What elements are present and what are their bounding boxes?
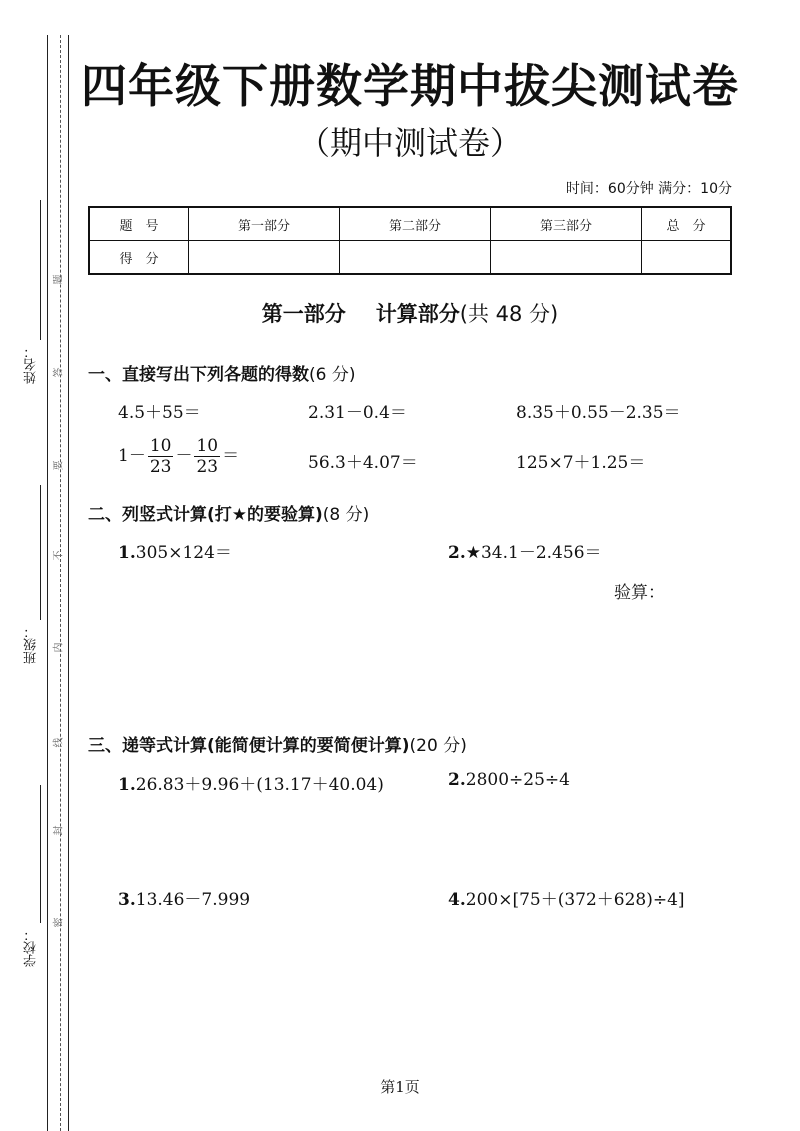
problem-text: 2800÷25÷4 — [465, 770, 570, 790]
part1-label: 第一部分 — [261, 302, 346, 326]
minus-sign: － — [175, 446, 193, 466]
seal-char: 不 — [53, 550, 65, 561]
section2-heading-text: 二、列竖式计算(打★的要验算) — [88, 505, 323, 525]
denominator: 23 — [149, 457, 172, 477]
seal-dashed-line — [60, 35, 61, 1131]
margin-border-line — [47, 35, 48, 1131]
school-blank-line — [40, 785, 41, 923]
section1-heading — [88, 360, 355, 385]
s1-problem: 8.35＋0.55－2.35＝ — [516, 403, 681, 423]
score-entry-cell[interactable] — [340, 241, 491, 275]
problem-number: 1. — [118, 543, 136, 563]
problem-number: 1. — [118, 775, 136, 795]
exam-title: 四年级下册数学期中拔尖测试卷 — [81, 59, 739, 113]
problem-number: 2. — [448, 770, 466, 790]
s2-problem-2 — [448, 538, 602, 563]
section1-points: (6 分) — [309, 365, 356, 385]
s1-problem: 4.5＋55＝ — [118, 403, 201, 423]
s2-problem-1 — [118, 538, 232, 563]
s1-problem: 125×7＋1.25＝ — [516, 453, 646, 473]
problem-text: 13.46－7.999 — [135, 890, 251, 910]
part1-subtitle: 计算部分 — [375, 302, 460, 326]
seal-char: 要 — [53, 460, 65, 471]
check-label: 验算： — [614, 583, 665, 603]
score-table-header-row — [89, 207, 731, 241]
s3-problem-4 — [448, 885, 685, 910]
numerator: 10 — [149, 436, 172, 456]
seal-char: 密 — [53, 917, 65, 928]
part1-title — [88, 298, 732, 328]
problem-number: 4. — [448, 890, 466, 910]
problem-number: 3. — [118, 890, 136, 910]
score-table-score-row — [89, 241, 731, 275]
time-score-info: 时间：60分钟 满分：10分 — [565, 181, 732, 197]
table-cell: 题 号 — [89, 207, 189, 241]
s3-problem-3 — [118, 885, 250, 910]
frac-lead: 1－ — [118, 446, 146, 466]
section3-points: (20 分) — [409, 736, 467, 756]
section3-heading-text: 三、递等式计算(能简便计算的要简便计算) — [88, 736, 410, 756]
table-cell: 总 分 — [642, 207, 732, 241]
s1-problem: 2.31－0.4＝ — [308, 403, 407, 423]
table-cell: 第二部分 — [340, 207, 491, 241]
section3-heading — [88, 731, 467, 756]
problem-text: 26.83＋9.96＋(13.17＋40.04) — [135, 775, 384, 795]
s3-problem-2 — [448, 770, 570, 790]
s1-problem: 56.3＋4.07＝ — [308, 453, 418, 473]
seal-char: 线 — [53, 737, 65, 748]
table-cell: 第三部分 — [491, 207, 642, 241]
problem-text: ★34.1－2.456＝ — [465, 543, 602, 563]
problem-number: 2. — [448, 543, 466, 563]
seal-char: 封 — [53, 825, 65, 836]
score-entry-cell[interactable] — [642, 241, 732, 275]
section1-heading-text: 一、直接写出下列各题的得数 — [88, 365, 309, 385]
fraction — [148, 436, 174, 477]
seal-char: 内 — [53, 642, 65, 653]
score-entry-cell[interactable] — [491, 241, 642, 275]
school-label: 学校： — [24, 928, 39, 967]
fraction — [194, 436, 220, 477]
part1-points: (共 48 分) — [459, 302, 559, 326]
exam-subtitle: （期中测试卷） — [297, 124, 522, 162]
score-entry-cell[interactable] — [189, 241, 340, 275]
equals-sign: ＝ — [222, 446, 240, 466]
seal-char: 答 — [53, 367, 65, 378]
table-cell: 第一部分 — [189, 207, 340, 241]
class-label: 班级： — [24, 625, 39, 664]
table-cell: 得 分 — [89, 241, 189, 275]
margin-inner-line — [68, 35, 69, 1131]
seal-char: 题 — [53, 274, 65, 285]
s3-problem-1 — [118, 770, 384, 795]
denominator: 23 — [196, 457, 219, 477]
name-label: 姓名： — [24, 345, 39, 384]
name-blank-line — [40, 200, 41, 340]
numerator: 10 — [196, 436, 219, 456]
problem-text: 200×[75＋(372＋628)÷4] — [465, 890, 685, 910]
section2-points: (8 分) — [322, 505, 370, 525]
page-number: 第1页 — [380, 1078, 420, 1096]
score-table — [88, 206, 732, 275]
section2-heading — [88, 500, 369, 525]
class-blank-line — [40, 485, 41, 620]
s1-fraction-problem — [118, 436, 239, 477]
problem-text: 305×124＝ — [135, 543, 232, 563]
